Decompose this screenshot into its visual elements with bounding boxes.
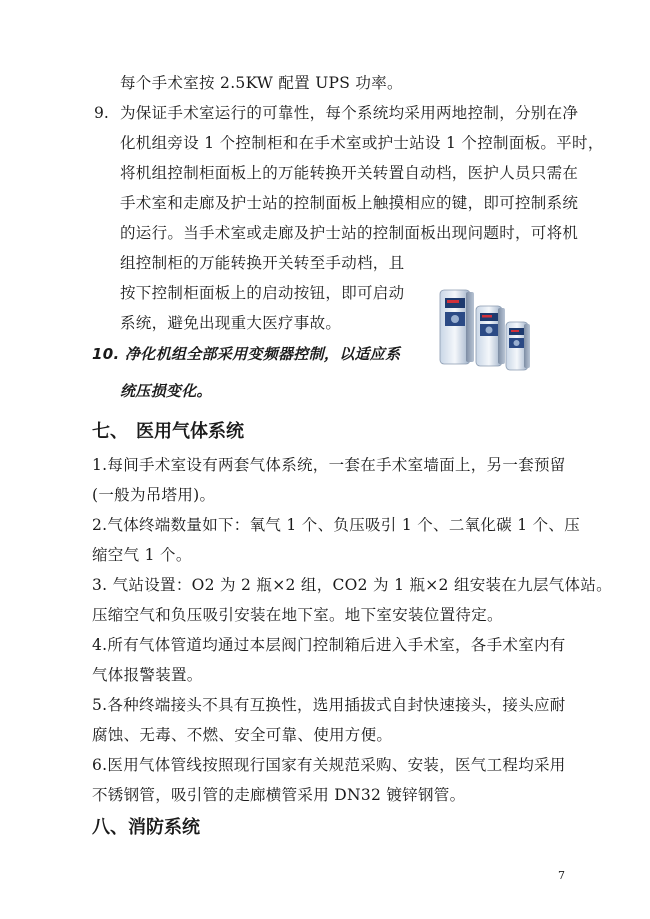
item9-line: 手术室和走廊及护士站的控制面板上触摸相应的键，即可控制系统 [120, 194, 579, 212]
section8-title: 八、消防系统 [92, 817, 200, 838]
section7-line: 气体报警装置。 [92, 666, 203, 684]
section7-title: 医用气体系统 [136, 421, 244, 442]
item10-line1: 10. 净化机组全部采用变频器控制，以适应系 [92, 345, 401, 363]
item9-line: 将机组控制柜面板上的万能转换开关转置自动档，医护人员只需在 [120, 164, 579, 182]
item9-line: 的运行。当手术室或走廊及护士站的控制面板出现问题时，可将机 [120, 224, 579, 242]
section7-line: 4.所有气体管道均通过本层阀门控制箱后进入手术室，各手术室内有 [92, 636, 566, 654]
item10-line2: 统压损变化。 [120, 382, 212, 400]
section7-line: 1.每间手术室设有两套气体系统，一套在手术室墙面上，另一套预留 [92, 456, 566, 474]
section7-line: 不锈钢管，吸引管的走廊横管采用 DN32 镀锌钢管。 [92, 786, 466, 804]
item9-line: 为保证手术室运行的可靠性，每个系统均采用两地控制，分别在净 [120, 104, 579, 122]
section7-line: 缩空气 1 个。 [92, 546, 192, 564]
section7-line: (一般为吊塔用)。 [92, 486, 216, 504]
item9-line: 系统，避免出现重大医疗事故。 [120, 314, 342, 332]
section7-line: 2.气体终端数量如下：氧气 1 个、负压吸引 1 个、二氧化碳 1 个、压 [92, 516, 581, 534]
section7-line: 6.医用气体管线按照现行国家有关规范采购、安装，医气工程均采用 [92, 756, 566, 774]
section7-line: 腐蚀、无毒、不燃、安全可靠、使用方便。 [92, 726, 393, 744]
section7-line: 5.各种终端接头不具有互换性，选用插拔式自封快速接头，接头应耐 [92, 696, 566, 714]
intro-line: 每个手术室按 2.5KW 配置 UPS 功率。 [120, 74, 403, 92]
item9-line: 组控制柜的万能转换开关转至手动档，且 [120, 254, 405, 272]
item9-number: 9. [94, 104, 109, 122]
item9-line: 化机组旁设 1 个控制柜和在手术室或护士站设 1 个控制面板。平时， [120, 134, 604, 152]
section7-number: 七、 [92, 421, 128, 442]
section7-line: 3. 气站设置：O2 为 2 瓶×2 组，CO2 为 1 瓶×2 组安装在九层气体站。 [92, 576, 612, 594]
page-number: 7 [558, 869, 565, 882]
section7-line: 压缩空气和负压吸引安装在地下室。地下室安装位置待定。 [92, 606, 503, 624]
item9-line: 按下控制柜面板上的启动按钮，即可启动 [120, 284, 405, 302]
frequency-inverter-image [436, 288, 536, 376]
